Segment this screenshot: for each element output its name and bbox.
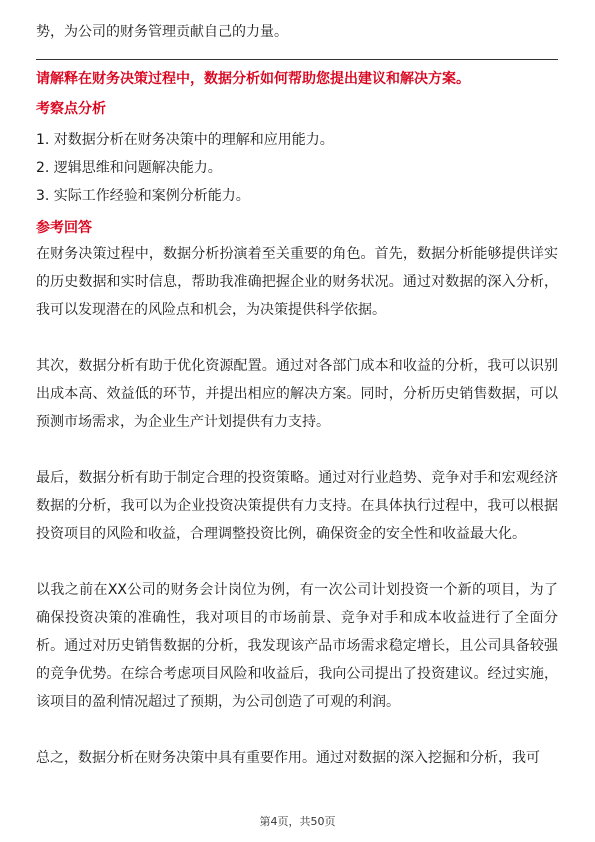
answer-paragraph: 在财务决策过程中，数据分析扮演着至关重要的角色。首先，数据分析能够提供详实的历史数据和实时信息，帮助我准确把握企业的财务状况。通过对数据的深入分析，我可以发现潜在的风险点和机会，为决策提供科学依据。 xyxy=(36,246,558,318)
answer-paragraph: 以我之前在XX公司的财务会计岗位为例，有一次公司计划投资一个新的项目，为了确保投资决策的准确性，我对项目的市场前景、竞争对手和成本收益进行了全面分析。通过对历史销售数据的分析，我发现该产品市场需求稳定增长，且公司具备较强的竞争优势。在综合考虑项目风险和收益后，我向公司提出了投资建议。经过实施，该项目的盈利情况超过了预期，为公司创造了可观的利润。 xyxy=(36,582,558,710)
answer-paragraph: 其次，数据分析有助于优化资源配置。通过对各部门成本和收益的分析，我可以识别出成本高、效益低的环节，并提出相应的解决方案。同时，分析历史销售数据，可以预测市场需求，为企业生产计划提供有力支持。 xyxy=(36,358,558,430)
section-analysis-heading: 考察点分析 xyxy=(36,101,106,117)
answer-body xyxy=(36,240,558,772)
page-footer: 第4页，共50页 xyxy=(259,815,336,828)
top-fragment-block xyxy=(36,18,558,46)
answer-paragraph: 最后，数据分析有助于制定合理的投资策略。通过对行业趋势、竞争对手和宏观经济数据的分析，我可以为企业投资决策提供有力支持。在具体执行过程中，我可以根据投资项目的风险和收益，合理调整投资比例，确保资金的安全性和收益最大化。 xyxy=(36,470,558,542)
analysis-points-list xyxy=(36,126,558,210)
section-answer-heading: 参考回答 xyxy=(36,220,92,236)
analysis-point: 2. 逻辑思维和问题解决能力。 xyxy=(36,160,222,176)
analysis-point: 3. 实际工作经验和案例分析能力。 xyxy=(36,188,250,204)
analysis-point: 1. 对数据分析在财务决策中的理解和应用能力。 xyxy=(36,132,334,148)
top-fragment: 势，为公司的财务管理贡献自己的力量。 xyxy=(36,24,288,40)
divider-line xyxy=(36,59,558,60)
answer-paragraph: 总之，数据分析在财务决策中具有重要作用。通过对数据的深入挖掘和分析，我可 xyxy=(36,750,540,766)
question-heading: 请解释在财务决策过程中，数据分析如何帮助您提出建议和解决方案。 xyxy=(36,71,470,87)
